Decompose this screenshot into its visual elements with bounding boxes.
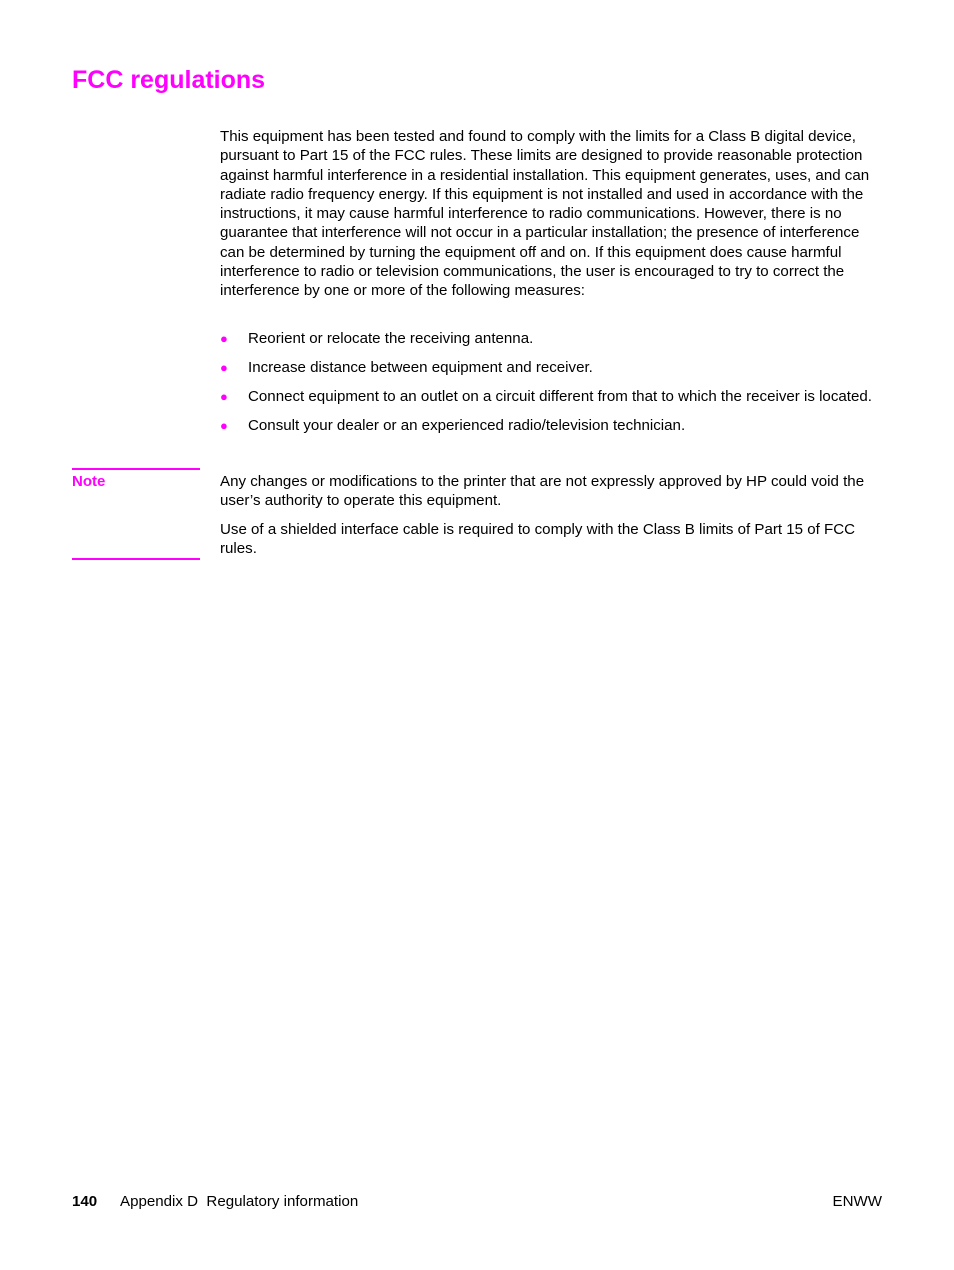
list-item [220,358,882,377]
page-footer [72,1192,882,1212]
page-number: 140 [72,1193,98,1210]
note-divider-top [72,468,200,470]
list-item [220,329,882,348]
note-paragraph: Any changes or modifications to the printer that are not expressly approved by HP could void the user’s authority to operate this equipment. [220,473,865,510]
list-item-text: Increase distance between equipment and receiver. [248,358,593,376]
list-item [220,387,882,406]
note-label: Note [72,473,106,490]
region-code: ENWW [832,1193,882,1210]
note-divider-bottom [72,558,200,560]
page-title: FCC regulations [72,66,266,94]
note-paragraph: Use of a shielded interface cable is required to comply with the Class B limits of Part 15 of FCC rules. [220,521,856,558]
measures-list [220,329,882,445]
list-item-text: Reorient or relocate the receiving antenna. [248,330,534,347]
chapter-title: Appendix D Regulatory information [120,1193,359,1210]
bullet-icon: ● [220,359,228,375]
bullet-icon: ● [220,417,228,433]
list-item-text: Connect equipment to an outlet on a circuit different from that to which the receiver is located. [248,387,872,405]
bullet-icon: ● [220,388,228,404]
intro-paragraph: This equipment has been tested and found to comply with the limits for a Class B digital device, pursuant to Part 15 of the FCC rules. These limits are designed to provide reasonable protection against harmful interference in a residential installation. This equipment generates, uses, and can radiate radio frequency energy. If this equipment is not installed and used in accordance with the instructions, it may cause harmful interference to radio communications. However, there is no guarantee that interference will not occur in a particular installation; the presence of interference can be determined by turning the equipment off and on. If this equipment does cause harmful interference to radio or television communications, the user is encouraged to try to correct the interference by one or more of the following measures: [220,128,870,300]
list-item [220,416,882,435]
list-item-text: Consult your dealer or an experienced radio/television technician. [248,416,686,434]
bullet-icon: ● [220,331,228,346]
